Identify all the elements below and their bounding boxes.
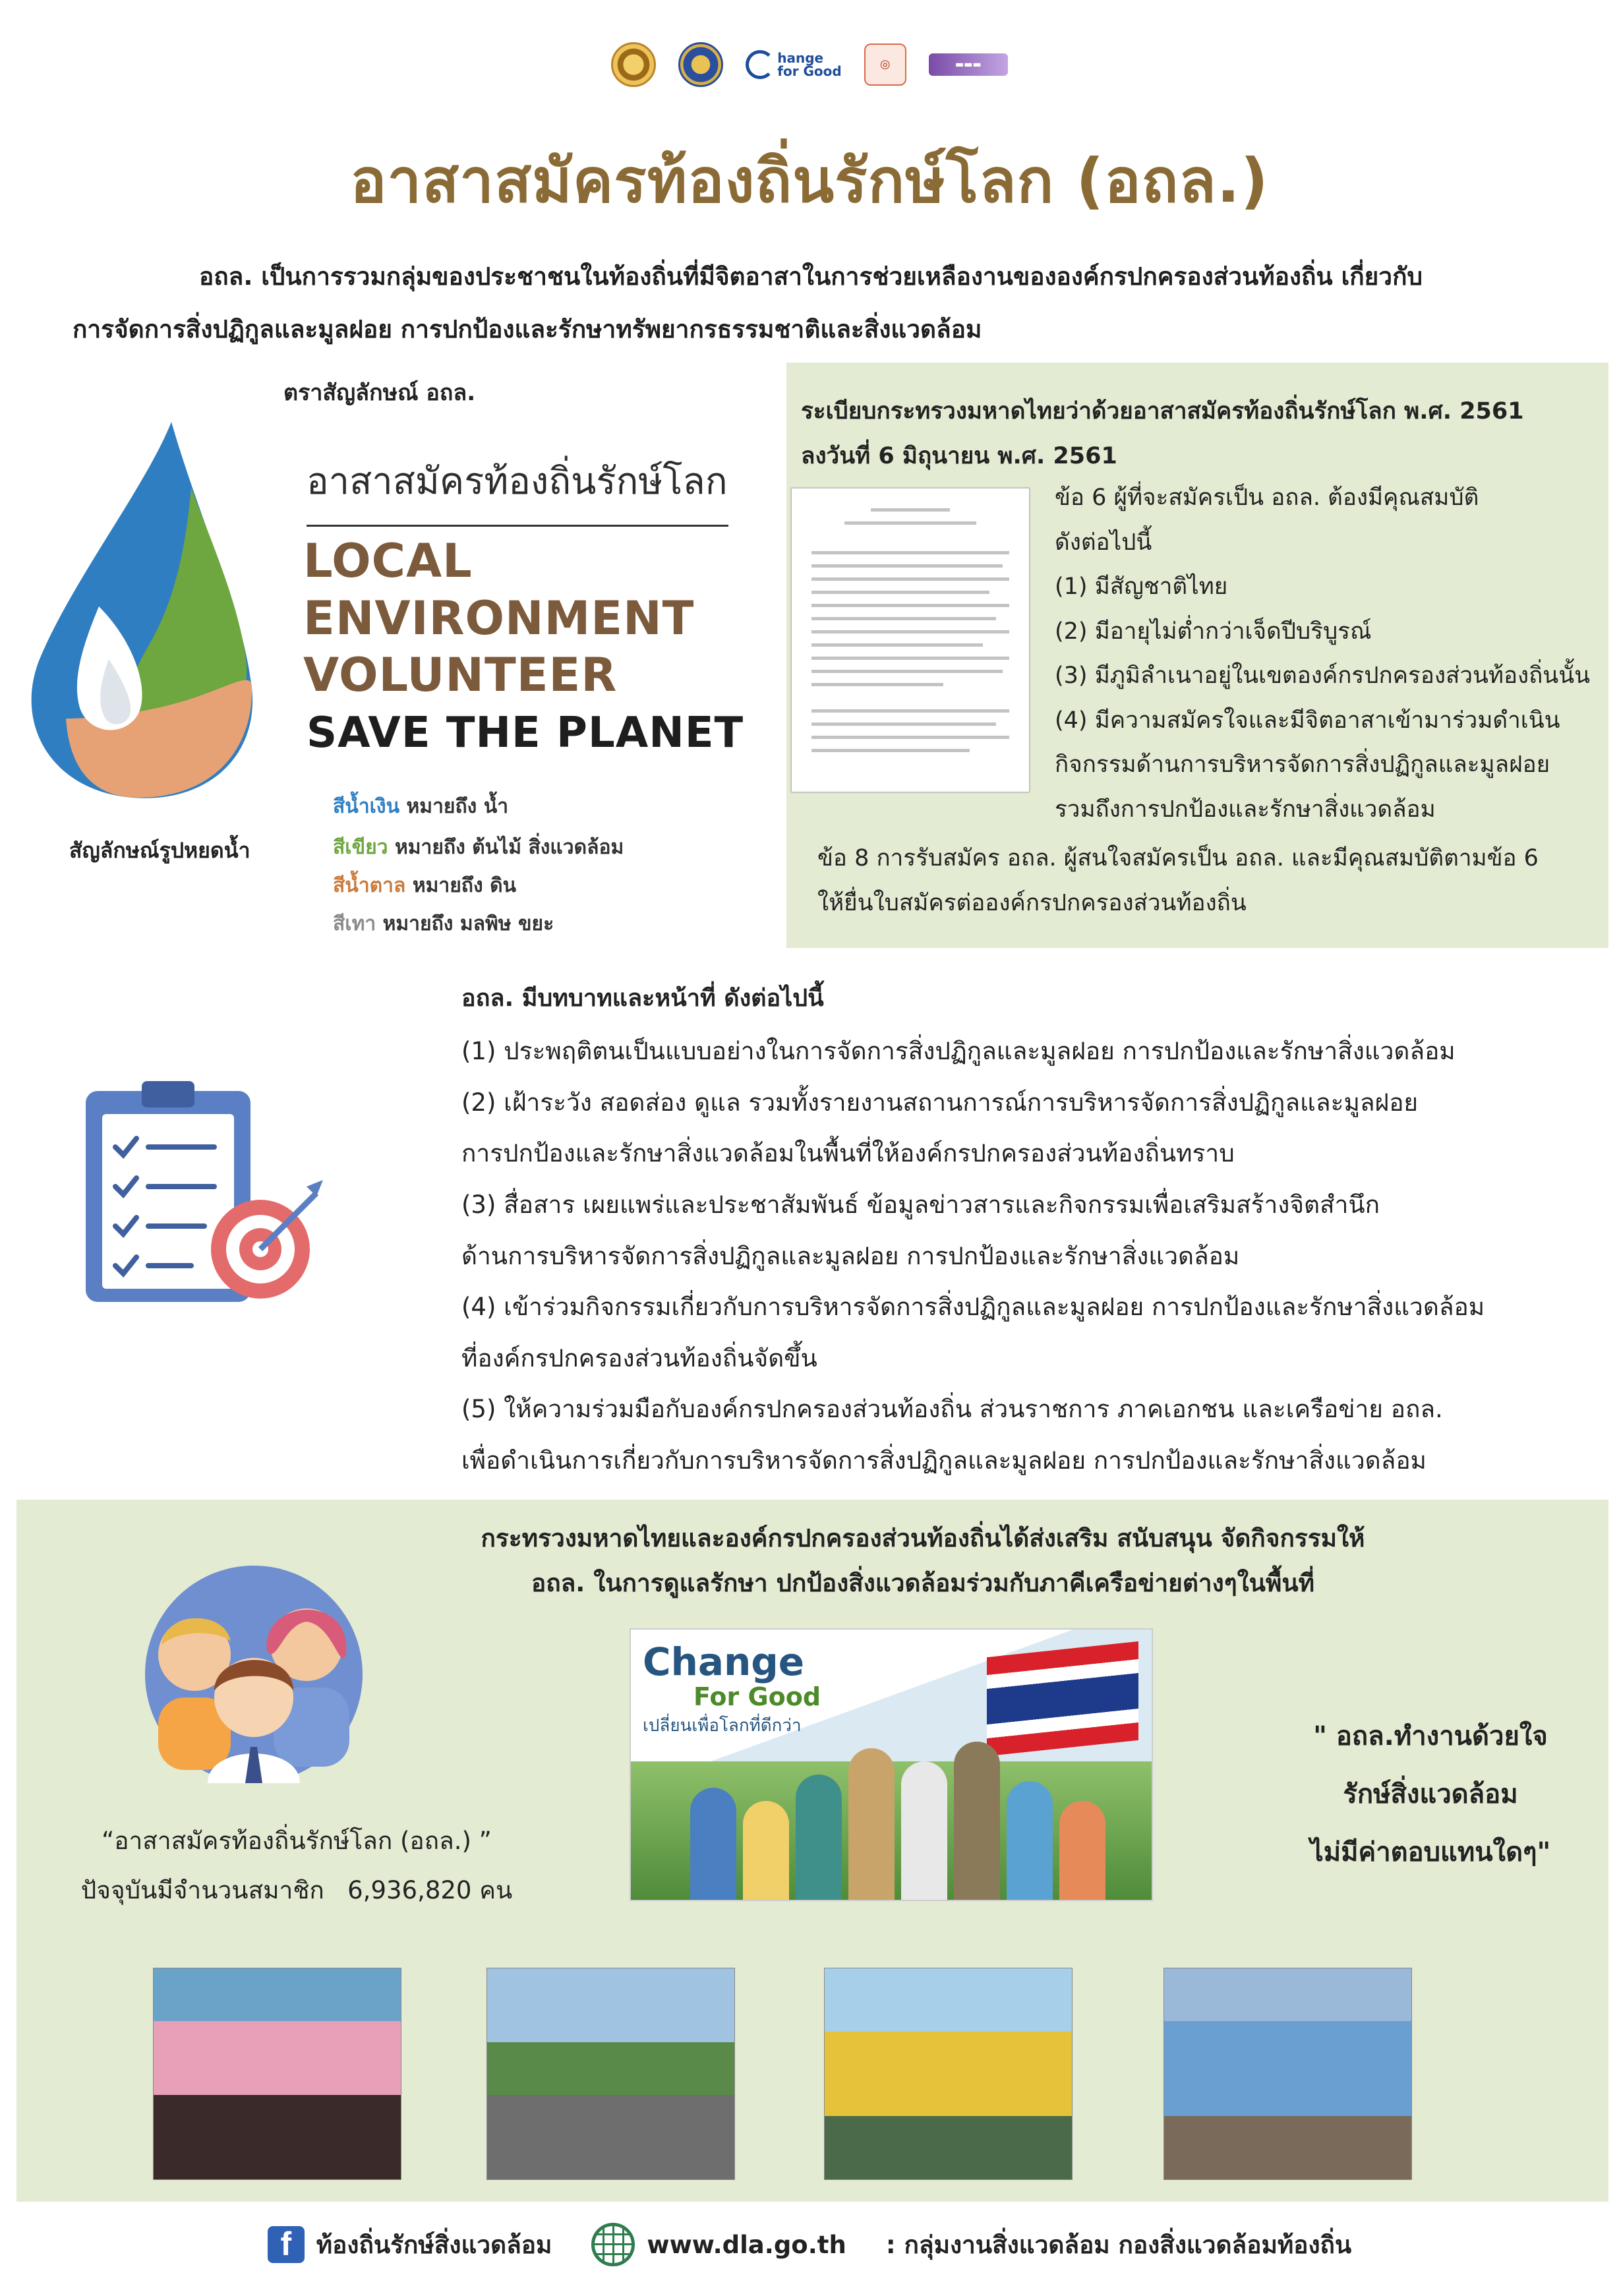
legend-item: สีน้ำตาล หมายถึง ดิน	[333, 874, 517, 897]
page-title: อาสาสมัครท้องถิ่นรักษ์โลก (อถล.)	[350, 146, 1269, 216]
logo-line-volunteer: VOLUNTEER	[303, 648, 618, 702]
regulation-item: (2) มีอายุไม่ต่ำกว่าเจ็ดปีบริบูรณ์	[1055, 618, 1372, 645]
regulation-document-thumbnail	[791, 488, 1030, 792]
department-label: : กลุ่มงานสิ่งแวดล้อม กองสิ่งแวดล้อมท้องถิ่น	[885, 2230, 1352, 2259]
member-count: 6,936,820 คน	[347, 1876, 513, 1904]
legend-item: สีเขียว หมายถึง ต้นไม้ สิ่งแวดล้อม	[333, 836, 624, 859]
pollution-logo: ◎	[864, 44, 906, 86]
regulation-item: รวมถึงการปกป้องและรักษาสิ่งแวดล้อม	[1055, 796, 1436, 823]
role-line: ที่องค์กรปกครองส่วนท้องถิ่นจัดขึ้น	[461, 1344, 817, 1372]
volunteers-illustration	[142, 1566, 366, 1783]
globe-icon	[591, 2223, 635, 2266]
facebook-link[interactable]: f ท้องถิ่นรักษ์สิ่งแวดล้อม	[268, 2225, 552, 2264]
regulation-title: ระเบียบกระทรวงมหาดไทยว่าด้วยอาสาสมัครท้องถิ่นรักษ์โลก พ.ศ. 2561 ลงวันที่ 6 มิถุนายน พ.ศ. 2561	[801, 398, 1524, 469]
facebook-icon: f	[268, 2226, 305, 2263]
activity-photo	[1163, 1968, 1412, 2180]
drop-caption: สัญลักษณ์รูปหยดน้ำ	[69, 838, 250, 863]
role-line: (3) สื่อสาร เผยแพร่และประชาสัมพันธ์ ข้อมูลข่าวสารและกิจกรรมเพื่อเสริมสร้างจิตสำนึก	[461, 1191, 1380, 1219]
promotion-heading: กระทรวงมหาดไทยและองค์กรปกครองส่วนท้องถิ่นได้ส่งเสริม สนับสนุน จัดกิจกรรมให้ อถล. ในการดูแลรักษา ปกป้องสิ่งแวดล้อมร่วมกับภาคีเครือข่ายต่างๆในพื้นที่	[481, 1524, 1365, 1597]
regulation-item: (4) มีความสมัครใจและมีจิตอาสาเข้ามาร่วมดำเนิน	[1055, 707, 1560, 734]
role-line: (5) ให้ความร่วมมือกับองค์กรปกครองส่วนท้องถิ่น ส่วนราชการ ภาคเอกชน และเครือข่าย อถล.	[461, 1395, 1443, 1423]
intro-text: อถล. เป็นการรวมกลุ่มของประชาชนในท้องถิ่นที่มีจิตอาสาในการช่วยเหลืองานขององค์กรปกครองส่วนท้องถิ่น เกี่ยวกับ การจัดการสิ่งปฏิกูลและมูลฝอย การปกป้องและรักษาทรัพยากรธรรมชาติและสิ่งแวดล้อม	[73, 262, 1423, 343]
volunteer-quote: " อถล.ทำงานด้วยใจ รักษ์สิ่งแวดล้อม ไม่มีค่าตอบแทนใดๆ"	[1310, 1721, 1551, 1868]
activity-photo	[153, 1968, 401, 2180]
ministry-seal-icon	[678, 42, 723, 87]
activity-photo	[486, 1968, 735, 2180]
role-line: การปกป้องและรักษาสิ่งแวดล้อมในพื้นที่ให้องค์กรปกครองส่วนท้องถิ่นทราบ	[461, 1139, 1235, 1167]
change-for-good-photo: Change For Good เปลี่ยนเพื่อโลกที่ดีกว่า	[630, 1628, 1153, 1901]
logo-thai-name: อาสาสมัครท้องถิ่นรักษ์โลก	[307, 452, 728, 527]
role-line: (2) เฝ้าระวัง สอดส่อง ดูแล รวมทั้งรายงานสถานการณ์การบริหารจัดการสิ่งปฏิกูลและมูลฝอย	[461, 1088, 1419, 1117]
role-line: ด้านการบริหารจัดการสิ่งปฏิกูลและมูลฝอย การปกป้องและรักษาสิ่งแวดล้อม	[461, 1242, 1240, 1270]
change-for-good-logo: hange for Good	[746, 50, 841, 79]
member-count-label: ปัจจุบันมีจำนวนสมาชิก	[80, 1876, 324, 1904]
logo-line-environment: ENVIRONMENT	[303, 591, 695, 645]
regulation-item: กิจกรรมด้านการบริหารจัดการสิ่งปฏิกูลและมูลฝอย	[1055, 751, 1550, 778]
role-line: (4) เข้าร่วมกิจกรรมเกี่ยวกับการบริหารจัดการสิ่งปฏิกูลและมูลฝอย การปกป้องและรักษาสิ่งแวดล้อม	[461, 1293, 1485, 1321]
member-count-block	[40, 1816, 554, 1915]
role-line: เพื่อดำเนินการเกี่ยวกับการบริหารจัดการสิ่งปฏิกูลและมูลฝอย การปกป้องและรักษาสิ่งแวดล้อม	[461, 1446, 1427, 1475]
website-link[interactable]: www.dla.go.th	[591, 2223, 846, 2266]
logo-line-local: LOCAL	[303, 534, 473, 588]
regulation-item: (1) มีสัญชาติไทย	[1055, 574, 1228, 600]
legend-item: สีเทา หมายถึง มลพิษ ขยะ	[333, 912, 554, 935]
org-banner-logo: ▬▬▬	[929, 53, 1008, 76]
logo-label: ตราสัญลักษณ์ อถล.	[283, 380, 476, 406]
regulation-item: ข้อ 6 ผู้ที่จะสมัครเป็น อถล. ต้องมีคุณสมบัติ	[1055, 485, 1479, 511]
logo-row	[0, 36, 1619, 92]
roles-title: อถล. มีบทบาทและหน้าที่ ดังต่อไปนี้	[461, 985, 824, 1012]
regulation-item: ดังต่อไปนี้	[1055, 529, 1152, 556]
member-quote: “อาสาสมัครท้องถิ่นรักษ์โลก (อถล.) ”	[102, 1827, 492, 1855]
legend-item: สีน้ำเงิน หมายถึง น้ำ	[333, 795, 509, 818]
role-line: (1) ประพฤติตนเป็นแบบอย่างในการจัดการสิ่งปฏิกูลและมูลฝอย การปกป้องและรักษาสิ่งแวดล้อม	[461, 1037, 1456, 1065]
seal-icon	[611, 42, 656, 87]
water-drop-logo	[20, 409, 270, 804]
logo-save-planet: SAVE THE PLANET	[307, 709, 744, 757]
regulation-note: ข้อ 8 การรับสมัคร อถล. ผู้สนใจสมัครเป็น อถล. และมีคุณสมบัติตามข้อ 6 ให้ยื่นใบสมัครต่อองค์กรปกครองส่วนท้องถิ่น	[817, 845, 1539, 916]
footer	[0, 2215, 1619, 2274]
activity-photo	[824, 1968, 1073, 2180]
clipboard-target-icon	[73, 1071, 330, 1315]
regulation-item: (3) มีภูมิลำเนาอยู่ในเขตองค์กรปกครองส่วนท้องถิ่นนั้น	[1055, 662, 1591, 689]
